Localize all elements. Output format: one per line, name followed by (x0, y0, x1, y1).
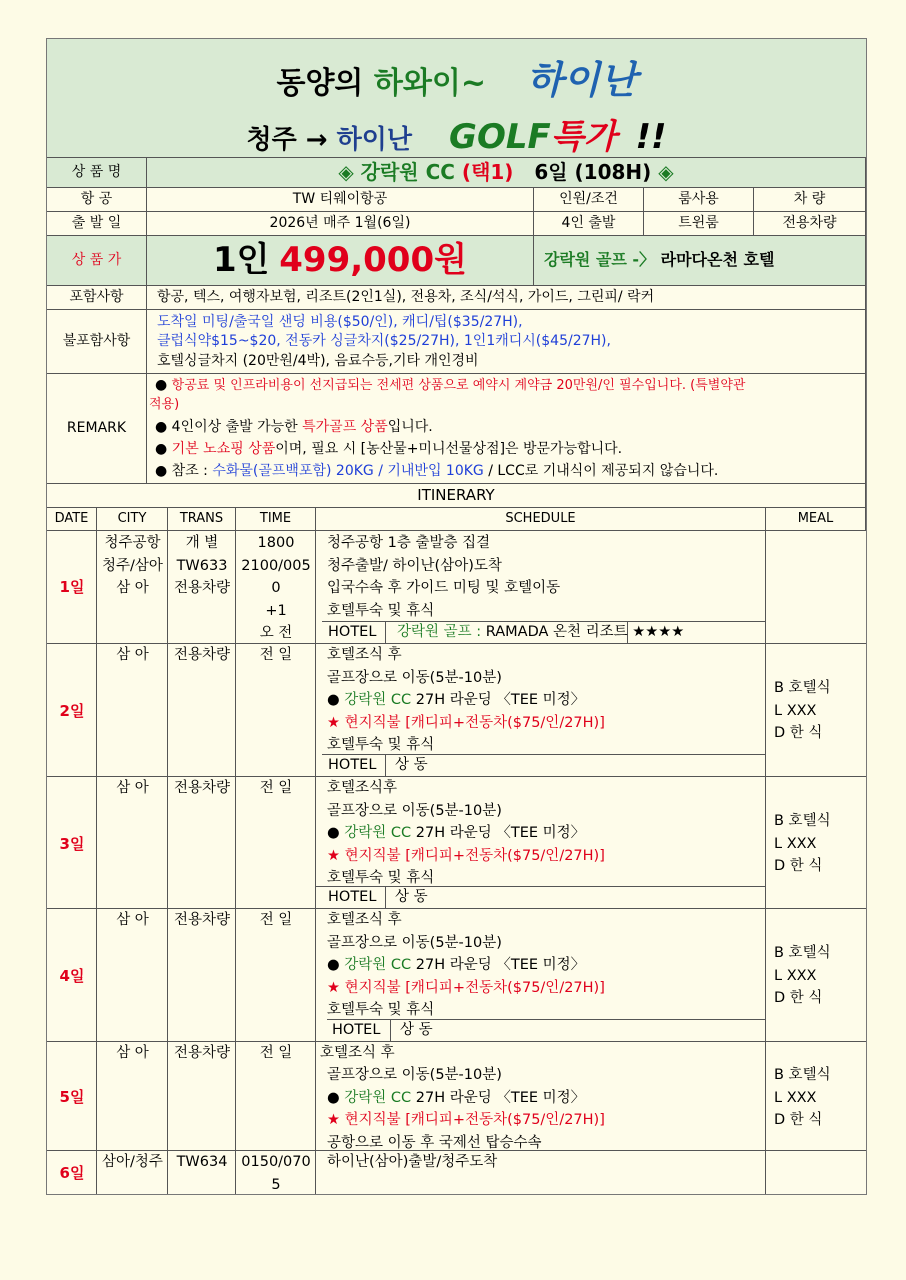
room-label: 룸사용 (644, 188, 754, 212)
car-label: 차 량 (754, 188, 866, 212)
remark-label: REMARK (47, 374, 147, 484)
car-value: 전용차량 (754, 212, 866, 236)
header-schedule: SCHEDULE (316, 508, 766, 531)
include-label: 포함사항 (47, 286, 147, 310)
include-value: 항공, 텍스, 여행자보험, 리조트(2인1실), 전용차, 조식/석식, 가이드, 그린피/ 락커 (147, 286, 866, 310)
header-trans: TRANS (168, 508, 236, 531)
people-label: 인원/조건 (534, 188, 644, 212)
exclude-label: 불포함사항 (47, 310, 147, 374)
room-value: 트윈룸 (644, 212, 754, 236)
product-name: ◈ 강락원 CC (택1) 6일 (108H) ◈ (147, 158, 866, 188)
price-label: 상 품 가 (47, 236, 147, 286)
brochure: 동양의 하와이~ 하이난 청주 → 하이난 GOLF특가 !! 상 품 명 ◈ 강락원 CC (택1) 6일 (108H) ◈ 항 공 TW 티웨이항공 인원/조건 룸사용 차 량 출 발 일 2026년 매주 1월(6일) 4인 출발 트윈룸 전용차량 상 품 가 1인 499,000원 강락원 골프 -〉 라마다온천 호텔 포함사항 항공, 텍스, 여행자보험, 리조트(2인1실), 전용차, 조식/석식, 가이드, 그린피/ 락커 불포함사항 도착일 미팅/출국일 샌딩 비용($50/인), 캐디/팁($35/27H), 클럽식약$15~$20, 전동카 싱글차지($25/27H), 1인1캐디시($45/27H), 호텔싱글차지 (20만원/4박), 음료수등,기타 개인경비 REMARK ● 항공료 및 인프라비용이 선지급되는 전세편 상품으로 예약시 계약금 20만원/인 필수입니다. (특별약관 적용) ● 4인이상 출발 가능한 특가골프 상품입니다. ● 기본 노쇼핑 상품이며, 필요 시 [농산물+미니선물상점]은 방문가능합니다. ● 참조 : 수화물(골프백포함) 20KG / 기내반입 10KG / LCC로 기내식이 제공되지 않습니다. ITINERARY DATE CITY TRANS TIME SCHEDULE MEAL 1일 청주공항 청주/삼아 삼 아 개 별 TW633 전용차량 1800 2100/005 0 +1 오 전 청주공항 1층 출발층 집결 청주출발/ 하이난(삼아)도착 입국수속 후 가이드 미팅 및 호텔이동 호텔투숙 및 휴식 HOTEL 강락원 골프 : RAMADA 온천 리조트 ★★★★ 2일 삼 아 전용차량 전 일 호텔조식 후 골프장으로 이동(5분-10분) ● 강락원 CC 27H 라운딩 〈TEE 미정〉 ★ 현지직불 [캐디피+전동차($75/인/27H)] 호텔투숙 및 휴식 HOTEL 상 동 B 호텔식 L XXX D 한 식 3일 삼 아 전용차량 전 일 호텔조식후 골프장으로 이동(5분-10분) ● 강락원 CC 27H 라운딩 〈TEE 미정〉 ★ 현지직불 [캐디피+전동차($75/인/27H)] 호텔투숙 및 휴식 HOTEL 상 동 B 호텔식 L XXX D 한 식 4일 삼 아 전용차량 전 일 호텔조식 후 골프장으로 이동(5분-10분) ● 강락원 CC 27H 라운딩 〈TEE 미정〉 ★ 현지직불 [캐디피+전동차($75/인/27H)] 호텔투숙 및 휴식 HOTEL 상 동 B 호텔식 L XXX D 한 식 5일 삼 아 전용차량 전 일 호텔조식 후 골프장으로 이동(5분-10분) ● 강락원 CC 27H 라운딩 〈TEE 미정〉 ★ 현지직불 [캐디피+전동차($75/인/27H)] 공항으로 이동 후 국제선 탑승수속 B 호텔식 L XXX D 한 식 6일 삼아/청주 TW634 0150/070 5 하이난(삼아)출발/청주도착 (46, 38, 867, 1195)
header-city: CITY (97, 508, 168, 531)
header-meal: MEAL (766, 508, 866, 531)
price-hotel: 강락원 골프 -〉 라마다온천 호텔 (534, 236, 866, 286)
price-value: 1인 499,000원 (147, 236, 534, 286)
header-date: DATE (47, 508, 97, 531)
people-value: 4인 출발 (534, 212, 644, 236)
header-time: TIME (236, 508, 316, 531)
airline-label: 항 공 (47, 188, 147, 212)
airline-value: TW 티웨이항공 (147, 188, 534, 212)
depart-label: 출 발 일 (47, 212, 147, 236)
header-banner (47, 39, 866, 158)
header-line2: 청주 → 하이난 GOLF특가 !! (246, 117, 667, 157)
remark-block: ● 항공료 및 인프라비용이 선지급되는 전세편 상품으로 예약시 계약금 20만원/인 필수입니다. (특별약관 적용) ● 4인이상 출발 가능한 특가골프 상품입니다. ● 기본 노쇼핑 상품이며, 필요 시 [농산물+미니선물상점]은 방문가능합니다. ● 참조 : 수화물(골프백포함) 20KG / 기내반입 10KG / LCC로 기내식이 제공되지 않습니다. (147, 374, 866, 484)
product-name-label: 상 품 명 (47, 158, 147, 188)
header-line1: 동양의 하와이~ 하이난 (276, 58, 637, 102)
depart-value: 2026년 매주 1월(6일) (147, 212, 534, 236)
exclude-value: 도착일 미팅/출국일 샌딩 비용($50/인), 캐디/팁($35/27H), 클럽식약$15~$20, 전동카 싱글차지($25/27H), 1인1캐디시($45/27H), 호텔싱글차지 (20만원/4박), 음료수등,기타 개인경비 (147, 310, 866, 374)
itinerary-title: ITINERARY (47, 484, 866, 508)
